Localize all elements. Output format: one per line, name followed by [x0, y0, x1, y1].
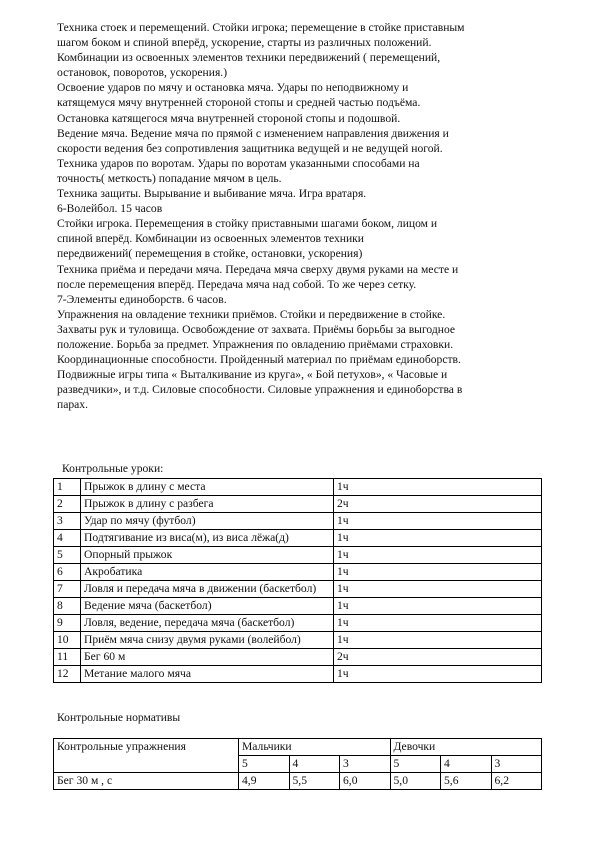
- norms-header-exercise: Контрольные упражнения: [54, 739, 239, 773]
- text-line: шагом боком и спиной вперёд, ускорение, старты из различных положений.: [57, 36, 432, 50]
- text-line: Захваты рук и туловища. Освобождение от захвата. Приёмы борьбы за выгодное: [57, 322, 456, 336]
- table-row: [54, 666, 542, 683]
- text-line: Ведение мяча. Ведение мяча по прямой с изменением направления движения и: [57, 126, 449, 140]
- text-line: Техника ударов по воротам. Удары по воротам указанными способами на: [57, 156, 420, 170]
- section-heading-volleyball: 6-Волейбол. 15 часов: [57, 202, 163, 216]
- section-heading-martial-arts: 7-Элементы единоборств. 6 часов.: [57, 292, 227, 306]
- lesson-number: 2: [54, 496, 81, 513]
- grade-header: 4: [289, 756, 340, 773]
- text-line: Стойки игрока. Перемещения в стойку приставными шагами боком, лицом и: [57, 217, 438, 231]
- lesson-name: Ловля, ведение, передача мяча (баскетбол): [81, 615, 334, 632]
- lessons-table: [53, 478, 542, 683]
- lesson-number: 11: [54, 649, 81, 666]
- text-line: остановок, поворотов, ускорения.): [57, 66, 228, 80]
- table-row: [54, 496, 542, 513]
- lesson-name: Удар по мячу (футбол): [81, 513, 334, 530]
- lesson-hours: 1ч: [334, 598, 542, 615]
- lesson-number: 5: [54, 547, 81, 564]
- lesson-number: 6: [54, 564, 81, 581]
- lesson-number: 1: [54, 479, 81, 496]
- lesson-hours: 1ч: [334, 564, 542, 581]
- lesson-name: Бег 60 м: [81, 649, 334, 666]
- text-line: разведчики», и т.д. Силовые способности. Силовые упражнения и единоборства в: [57, 383, 463, 397]
- lesson-number: 7: [54, 581, 81, 598]
- lesson-number: 10: [54, 632, 81, 649]
- lesson-name: Ведение мяча (баскетбол): [81, 598, 334, 615]
- grade-header: 3: [491, 756, 542, 773]
- norms-table: [53, 738, 542, 790]
- text-line: Техника стоек и перемещений. Стойки игрока; перемещение в стойке приставным: [57, 21, 465, 34]
- lesson-hours: 1ч: [334, 666, 542, 683]
- text-line: передвижений( перемещения в стойке, остановки, ускорения): [57, 247, 363, 261]
- text-line: Подвижные игры типа « Выталкивание из круга», « Бой петухов», « Часовые и: [57, 368, 448, 382]
- table-row: [54, 547, 542, 564]
- lesson-name: Прыжок в длину с разбега: [81, 496, 334, 513]
- grade-header: 3: [340, 756, 391, 773]
- lesson-name: Ловля и передача мяча в движении (баскетбол): [81, 581, 334, 598]
- text-line: Техника защиты. Вырывание и выбивание мяча. Игра вратаря.: [57, 187, 367, 201]
- body-text: [57, 20, 542, 412]
- table-row: [54, 513, 542, 530]
- table-row: [54, 479, 542, 496]
- norms-header-girls: Девочки: [390, 739, 542, 756]
- lesson-number: 9: [54, 615, 81, 632]
- norm-value: 6,2: [491, 773, 542, 790]
- lesson-hours: 2ч: [334, 649, 542, 666]
- lesson-name: Опорный прыжок: [81, 547, 334, 564]
- text-line: Остановка катящегося мяча внутренней стороной стопы и подошвой.: [57, 111, 401, 125]
- norms-heading: Контрольные нормативы: [57, 711, 181, 724]
- lesson-hours: 1ч: [334, 530, 542, 547]
- lesson-hours: 2ч: [334, 496, 542, 513]
- table-row: [54, 564, 542, 581]
- table-row: [54, 632, 542, 649]
- text-line: Техника приёма и передачи мяча. Передача мяча сверху двумя руками на месте и: [57, 262, 459, 276]
- grade-header: 4: [441, 756, 492, 773]
- text-line: Упражнения на овладение техники приёмов. Стойки и передвижение в стойке.: [57, 307, 446, 321]
- text-line: парах.: [57, 398, 88, 412]
- lesson-number: 8: [54, 598, 81, 615]
- lesson-number: 3: [54, 513, 81, 530]
- lesson-number: 4: [54, 530, 81, 547]
- norm-exercise-name: Бег 30 м , с: [54, 773, 239, 790]
- text-line: Комбинации из освоенных элементов техники передвижений ( перемещений,: [57, 51, 441, 65]
- table-row: [54, 615, 542, 632]
- norm-value: 4,9: [239, 773, 290, 790]
- grade-header: 5: [239, 756, 290, 773]
- text-line: после перемещения вперёд. Передача мяча над собой. То же через сетку.: [57, 277, 417, 291]
- text-line: Координационные способности. Пройденный материал по приёмам единоборств.: [57, 353, 461, 367]
- lesson-name: Прыжок в длину с места: [81, 479, 334, 496]
- grade-header: 5: [390, 756, 441, 773]
- norm-value: 6,0: [340, 773, 391, 790]
- text-line: скорости ведения без сопротивления защитника ведущей и не ведущей ногой.: [57, 141, 443, 155]
- text-line: Освоение ударов по мячу и остановка мяча. Удары по неподвижному и: [57, 81, 409, 95]
- text-line: точность( меткость) попадание мячом в цель.: [57, 171, 282, 185]
- table-row: [54, 649, 542, 666]
- norm-value: 5,5: [289, 773, 340, 790]
- lesson-name: Метание малого мяча: [81, 666, 334, 683]
- lesson-hours: 1ч: [334, 581, 542, 598]
- text-line: спиной вперёд. Комбинации из освоенных элементов техники: [57, 232, 365, 246]
- lesson-name: Приём мяча снизу двумя руками (волейбол): [81, 632, 334, 649]
- table-row: [54, 530, 542, 547]
- lesson-number: 12: [54, 666, 81, 683]
- lesson-hours: 1ч: [334, 547, 542, 564]
- norm-value: 5,0: [390, 773, 441, 790]
- text-line: катящемуся мячу внутренней стороной стопы и средней частью подъёма.: [57, 96, 421, 110]
- text-line: положение. Борьба за предмет. Упражнения по овладению приёмами страховки.: [57, 337, 454, 351]
- lesson-hours: 1ч: [334, 615, 542, 632]
- table-row: [54, 773, 542, 790]
- lesson-hours: 1ч: [334, 632, 542, 649]
- lessons-heading: Контрольные уроки:: [62, 462, 164, 475]
- norm-value: 5,6: [441, 773, 492, 790]
- lesson-hours: 1ч: [334, 479, 542, 496]
- table-row: [54, 598, 542, 615]
- lesson-hours: 1ч: [334, 513, 542, 530]
- lesson-name: Подтягивание из виса(м), из виса лёжа(д): [81, 530, 334, 547]
- norms-header-boys: Мальчики: [239, 739, 391, 756]
- table-row: [54, 581, 542, 598]
- lesson-name: Акробатика: [81, 564, 334, 581]
